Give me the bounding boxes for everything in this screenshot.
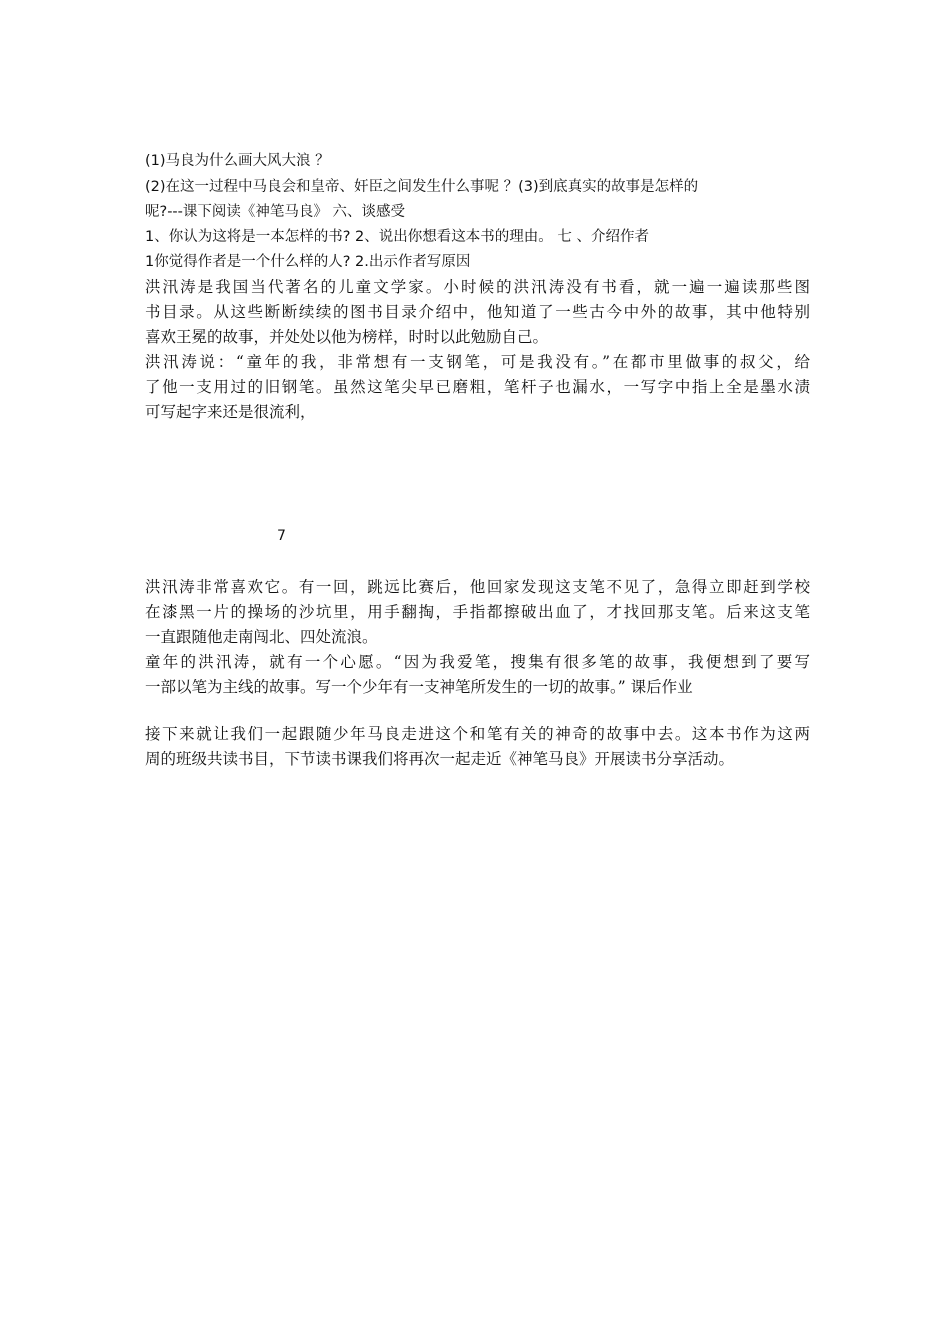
continued-paragraph-line: 在漆黑一片的操场的沙坑里，用手翻掏，手指都擦破出血了，才找回那支笔。后来这支笔 [145,603,810,621]
continued-paragraph-line: 一直跟随他走南闯北、四处流浪。 [145,628,378,646]
author-paragraph-line: 洪汛涛是我国当代著名的儿童文学家。小时候的洪汛涛没有书看，就一遍一遍读那些图 [145,278,810,296]
pen-paragraph-line: 了他一支用过的旧钢笔。虽然这笔尖早已磨粗，笔杆子也漏水，一写字中指上全是墨水渍 [145,378,810,396]
author-paragraph-line: 喜欢王冕的故事，并处处以他为榜样，时时以此勉励自己。 [145,328,549,346]
question-line-3: 呢?---课下阅读《神笔马良》 六、谈感受 [145,204,406,220]
question-line-4: 1、你认为这将是一本怎样的书? 2、说出你想看这本书的理由。 七 、介绍作者 [145,229,649,245]
author-paragraph-line: 书目录。从这些断断续续的图书目录介绍中，他知道了一些古今中外的故事，其中他特别 [145,303,810,321]
question-line-5: 1你觉得作者是一个什么样的人? 2.出示作者写原因 [145,254,471,270]
question-line-2: (2)在这一过程中马良会和皇帝、奸臣之间发生什么事呢 ？(3)到底真实的故事是怎样的 [145,179,699,195]
closing-paragraph-line: 接下来就让我们一起跟随少年马良走进这个和笔有关的神奇的故事中去。这本书作为这两 [145,725,810,743]
continued-paragraph-line: 洪汛涛非常喜欢它。有一回，跳远比赛后，他回家发现这支笔不见了，急得立即赶到学校 [145,578,810,596]
pen-paragraph-line: 洪汛涛说：“童年的我，非常想有一支钢笔，可是我没有。”在都市里做事的叔父，给 [145,353,810,371]
page-number: 7 [277,528,286,544]
closing-paragraph-line: 周的班级共读书目，下节读书课我们将再次一起走近《神笔马良》开展读书分享活动。 [145,750,735,768]
wish-paragraph-line: 童年的洪汛涛，就有一个心愿。“因为我爱笔，搜集有很多笔的故事，我便想到了要写 [145,653,810,671]
pen-paragraph-line: 可写起字来还是很流利， [145,403,316,421]
wish-paragraph-line: 一部以笔为主线的故事。写一个少年有一支神笔所发生的一切的故事。” 课后作业 [145,678,693,696]
question-line-1: (1)马良为什么画大风大浪 ？ [145,153,330,169]
